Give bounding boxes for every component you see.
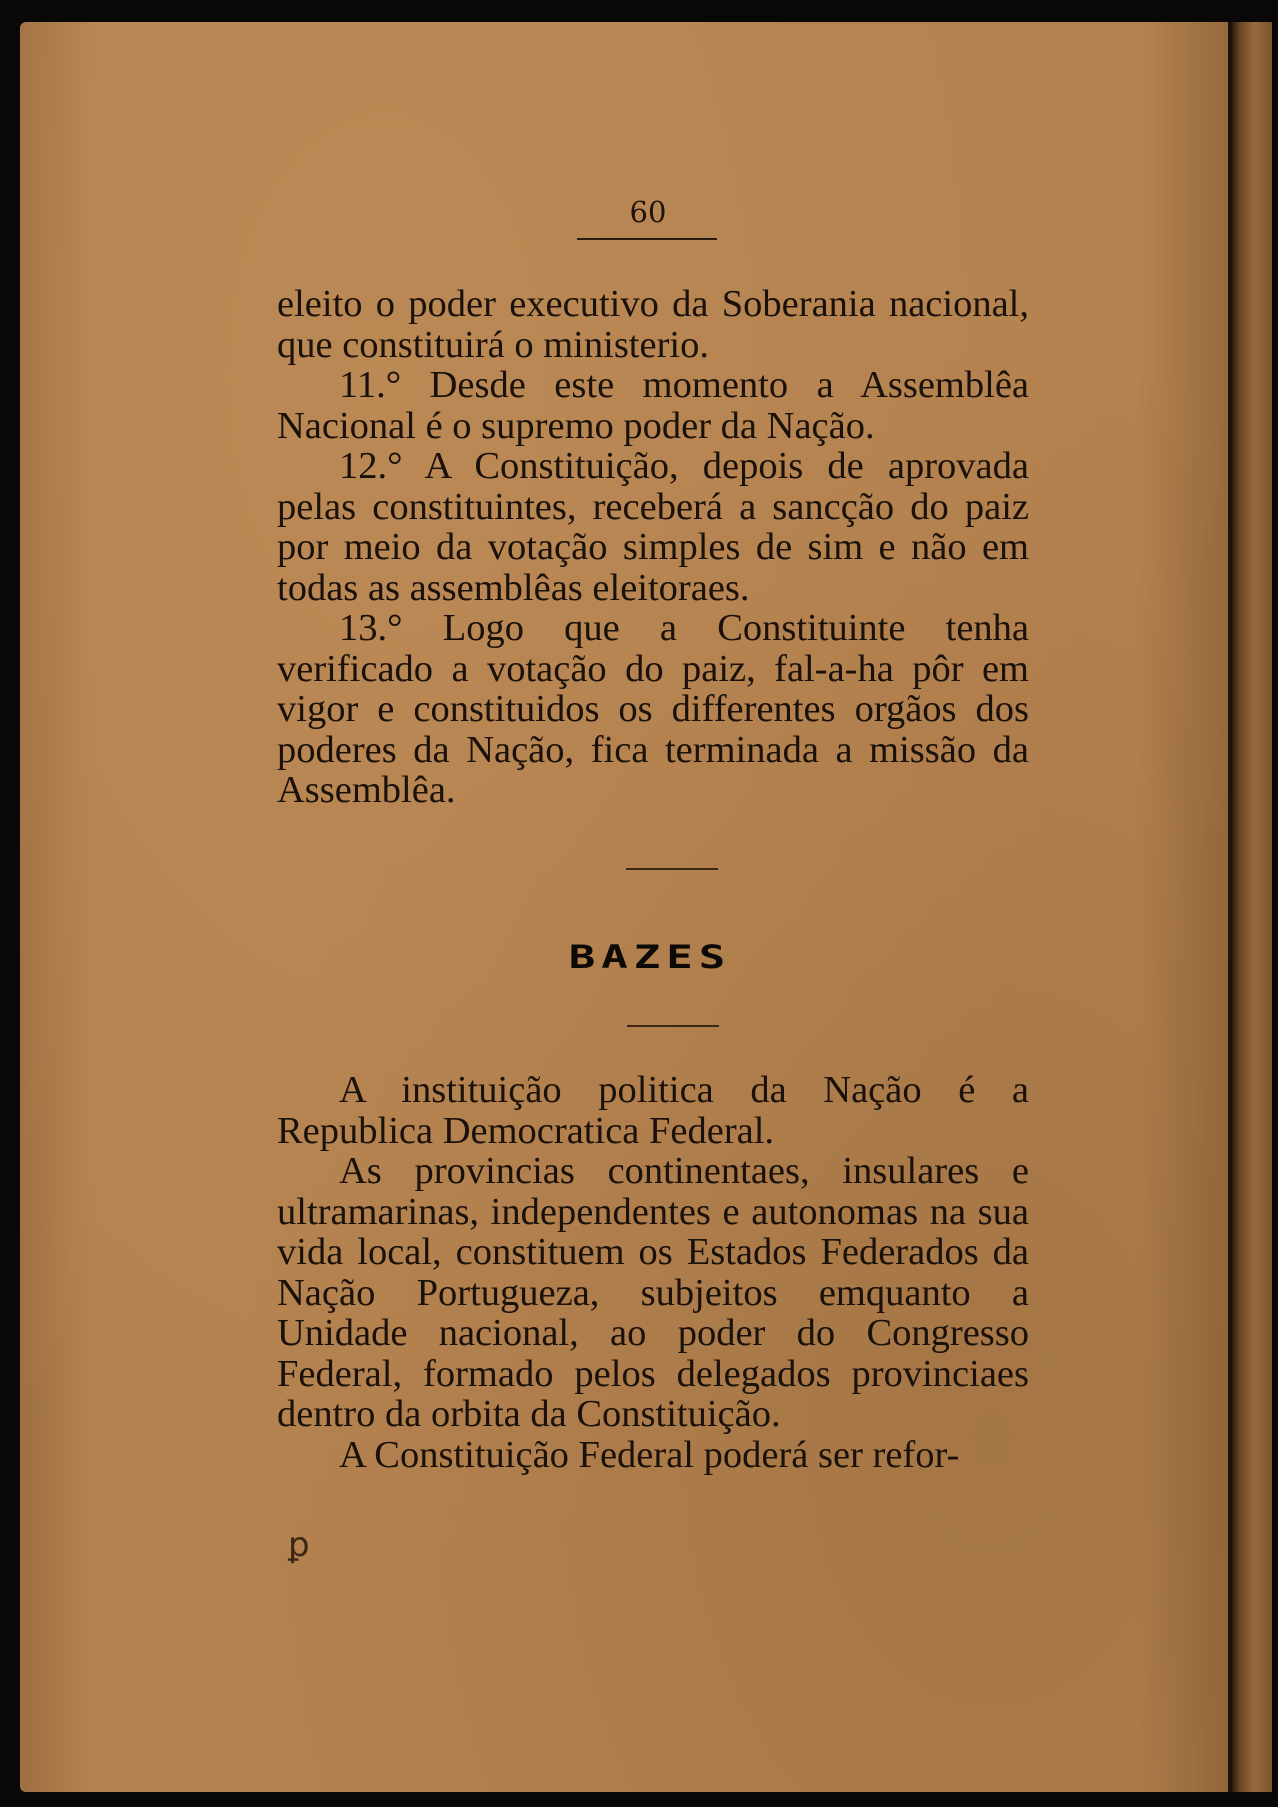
page-number: 60 <box>629 195 667 229</box>
paragraph-continuation: eleito o poder executivo da Soberania nacional, que constituirá o ministerio. <box>277 283 1029 366</box>
paragraph-article-12: 12.° A Constituição, depois de aprovada pelas constituintes, receberá a sancção do paiz por meio da votação simples de sim e não em todas as assemblêas eleitoraes. <box>277 445 1029 609</box>
page-number-rule <box>577 238 717 240</box>
paragraph-article-13: 13.° Logo que a Constituinte tenha verificado a votação do paiz, fal-a-ha pôr em vigor e constituidos os differentes orgãos dos poderes da Nação, fica terminada a missão da Assemblêa. <box>277 607 1029 811</box>
section-heading: BAZES <box>568 939 732 976</box>
section-rule-upper <box>626 868 718 870</box>
body-text-bottom <box>277 1070 1029 1475</box>
ink-speck: ꝑ <box>288 1525 310 1565</box>
section-rule-lower <box>627 1025 719 1027</box>
book-gutter <box>1232 22 1272 1792</box>
paragraph-provinces: As provincias continentaes, insulares e ultramarinas, independentes e autonomas na sua vida local, constituem os Estados Federados da Nação Portugueza, subjeitos emquanto a Unidade nacional, ao poder do Congresso Federal, formado pelos delegados provinciaes dentro da orbita da Constituição. <box>277 1150 1029 1435</box>
body-text-top <box>277 284 1029 811</box>
paragraph-republic: A instituição politica da Nação é a Republica Democratica Federal. <box>277 1069 1029 1152</box>
paragraph-article-11: 11.° Desde este momento a Assemblêa Nacional é o supremo poder da Nação. <box>277 364 1029 447</box>
paragraph-constitution: A Constituição Federal poderá ser refor- <box>339 1433 960 1476</box>
